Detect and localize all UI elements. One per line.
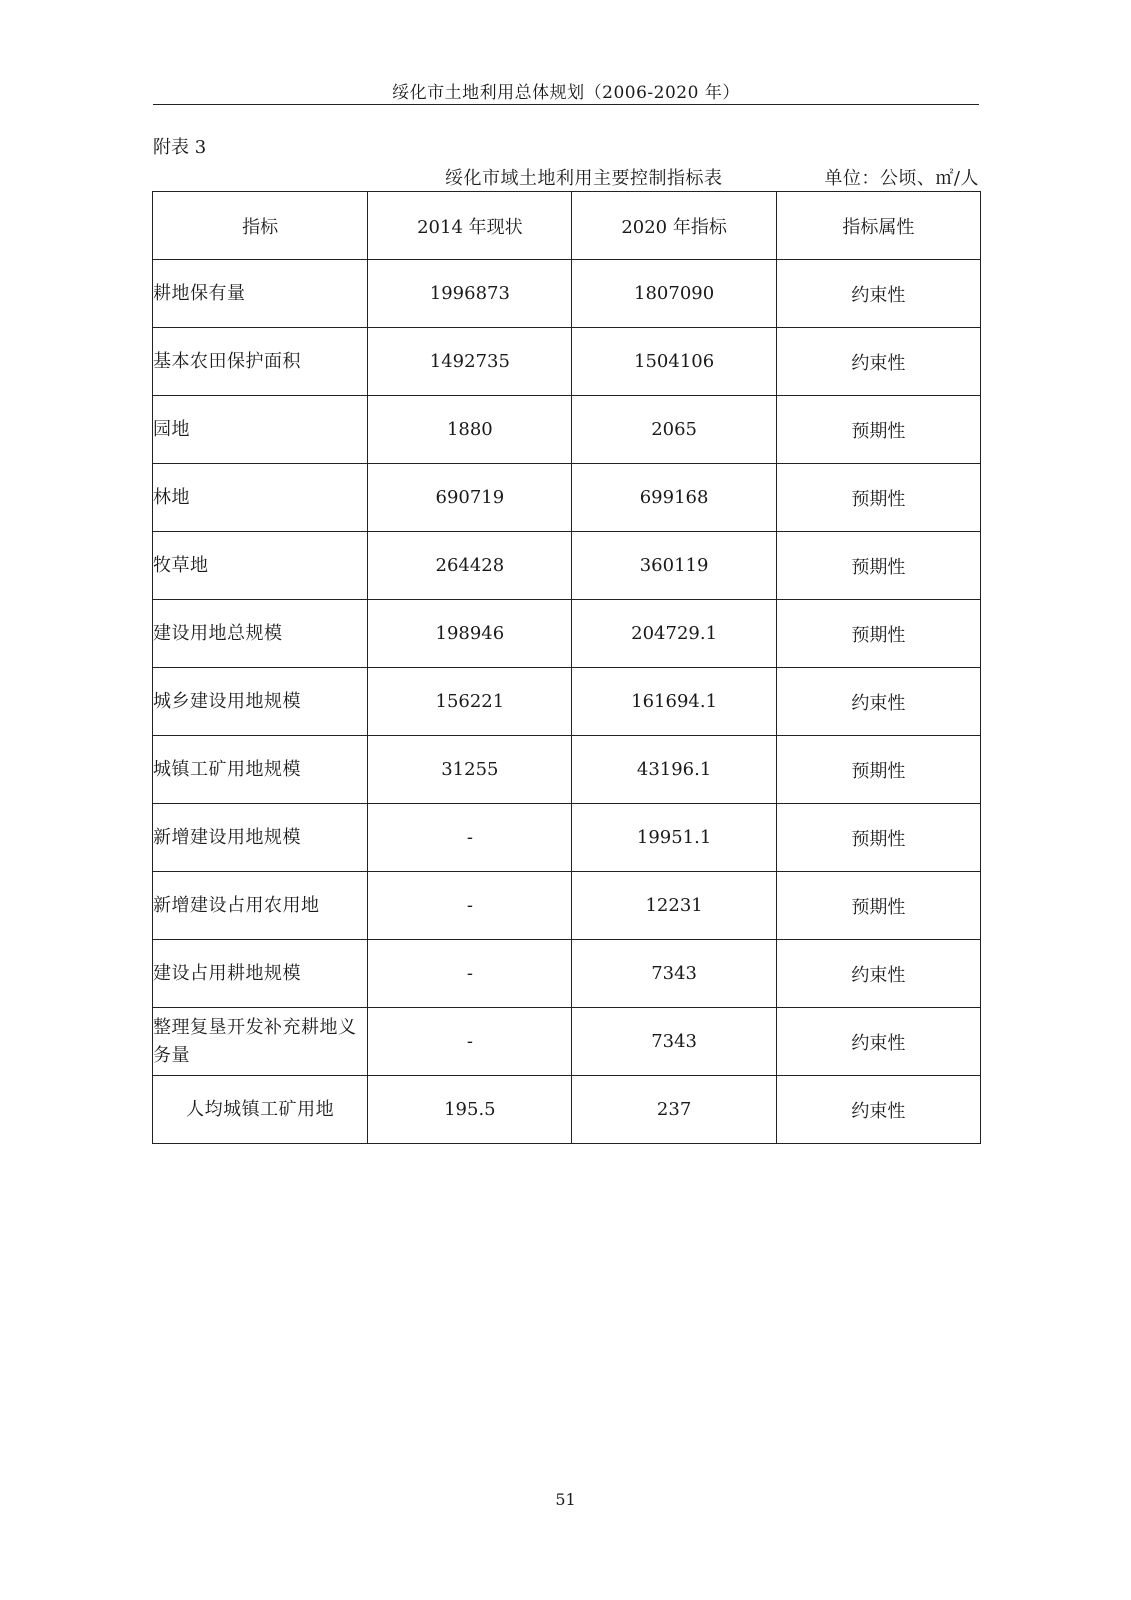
- indicator-name: 耕地保有量: [153, 260, 368, 328]
- table-row: [153, 940, 981, 1008]
- value-2014: 195.5: [368, 1076, 572, 1144]
- table-row: [153, 872, 981, 940]
- table-caption: 绥化市域土地利用主要控制指标表: [445, 168, 723, 189]
- indicator-name: 城镇工矿用地规模: [153, 736, 368, 804]
- value-2014: 264428: [368, 532, 572, 600]
- column-header-2020-target: 2020 年指标: [572, 192, 776, 260]
- value-2020: 7343: [572, 1008, 776, 1076]
- table-row: [153, 1008, 981, 1076]
- table-header-row: [153, 192, 981, 260]
- value-2014: 198946: [368, 600, 572, 668]
- table-row: [153, 464, 981, 532]
- table-row: [153, 804, 981, 872]
- indicator-attribute: 约束性: [776, 328, 980, 396]
- value-2020: 12231: [572, 872, 776, 940]
- indicator-name: 牧草地: [153, 532, 368, 600]
- value-2014: 156221: [368, 668, 572, 736]
- indicator-name: 人均城镇工矿用地: [153, 1076, 368, 1144]
- table-row: [153, 532, 981, 600]
- indicator-name: 建设占用耕地规模: [153, 940, 368, 1008]
- indicator-name: 城乡建设用地规模: [153, 668, 368, 736]
- running-header: 绥化市土地利用总体规划（2006-2020 年）: [392, 83, 740, 103]
- appendix-label: 附表 3: [153, 137, 207, 158]
- header-rule: [153, 104, 979, 105]
- value-2014: 1880: [368, 396, 572, 464]
- indicator-attribute: 预期性: [776, 396, 980, 464]
- value-2020: 19951.1: [572, 804, 776, 872]
- indicator-attribute: 约束性: [776, 1076, 980, 1144]
- value-2020: 1807090: [572, 260, 776, 328]
- indicator-name: 整理复垦开发补充耕地义务量: [153, 1008, 368, 1076]
- value-2014: 1996873: [368, 260, 572, 328]
- table-row: [153, 600, 981, 668]
- value-2014: 31255: [368, 736, 572, 804]
- value-2020: 360119: [572, 532, 776, 600]
- table-row: [153, 396, 981, 464]
- indicator-attribute: 约束性: [776, 1008, 980, 1076]
- indicator-name: 新增建设占用农用地: [153, 872, 368, 940]
- value-2014: 1492735: [368, 328, 572, 396]
- indicator-attribute: 预期性: [776, 872, 980, 940]
- table-row: [153, 328, 981, 396]
- page-number: 51: [555, 1490, 576, 1509]
- value-2020: 2065: [572, 396, 776, 464]
- table-row: [153, 260, 981, 328]
- column-header-indicator: 指标: [153, 192, 368, 260]
- indicator-attribute: 预期性: [776, 804, 980, 872]
- indicator-table: [152, 191, 981, 1144]
- unit-note: 单位：公顷、㎡/人: [824, 168, 979, 189]
- table-row: [153, 668, 981, 736]
- column-header-2014-status: 2014 年现状: [368, 192, 572, 260]
- indicator-name: 基本农田保护面积: [153, 328, 368, 396]
- indicator-attribute: 预期性: [776, 532, 980, 600]
- indicator-name: 新增建设用地规模: [153, 804, 368, 872]
- value-2014: -: [368, 940, 572, 1008]
- value-2020: 161694.1: [572, 668, 776, 736]
- indicator-attribute: 预期性: [776, 464, 980, 532]
- indicator-attribute: 预期性: [776, 600, 980, 668]
- column-header-attribute: 指标属性: [776, 192, 980, 260]
- value-2020: 699168: [572, 464, 776, 532]
- indicator-attribute: 约束性: [776, 940, 980, 1008]
- value-2020: 204729.1: [572, 600, 776, 668]
- indicator-attribute: 约束性: [776, 668, 980, 736]
- value-2014: -: [368, 804, 572, 872]
- indicator-name: 建设用地总规模: [153, 600, 368, 668]
- value-2020: 237: [572, 1076, 776, 1144]
- table-row: [153, 736, 981, 804]
- value-2014: -: [368, 1008, 572, 1076]
- value-2014: 690719: [368, 464, 572, 532]
- value-2014: -: [368, 872, 572, 940]
- value-2020: 1504106: [572, 328, 776, 396]
- value-2020: 7343: [572, 940, 776, 1008]
- value-2020: 43196.1: [572, 736, 776, 804]
- table-row: [153, 1076, 981, 1144]
- indicator-attribute: 约束性: [776, 260, 980, 328]
- indicator-name: 园地: [153, 396, 368, 464]
- indicator-name: 林地: [153, 464, 368, 532]
- indicator-attribute: 预期性: [776, 736, 980, 804]
